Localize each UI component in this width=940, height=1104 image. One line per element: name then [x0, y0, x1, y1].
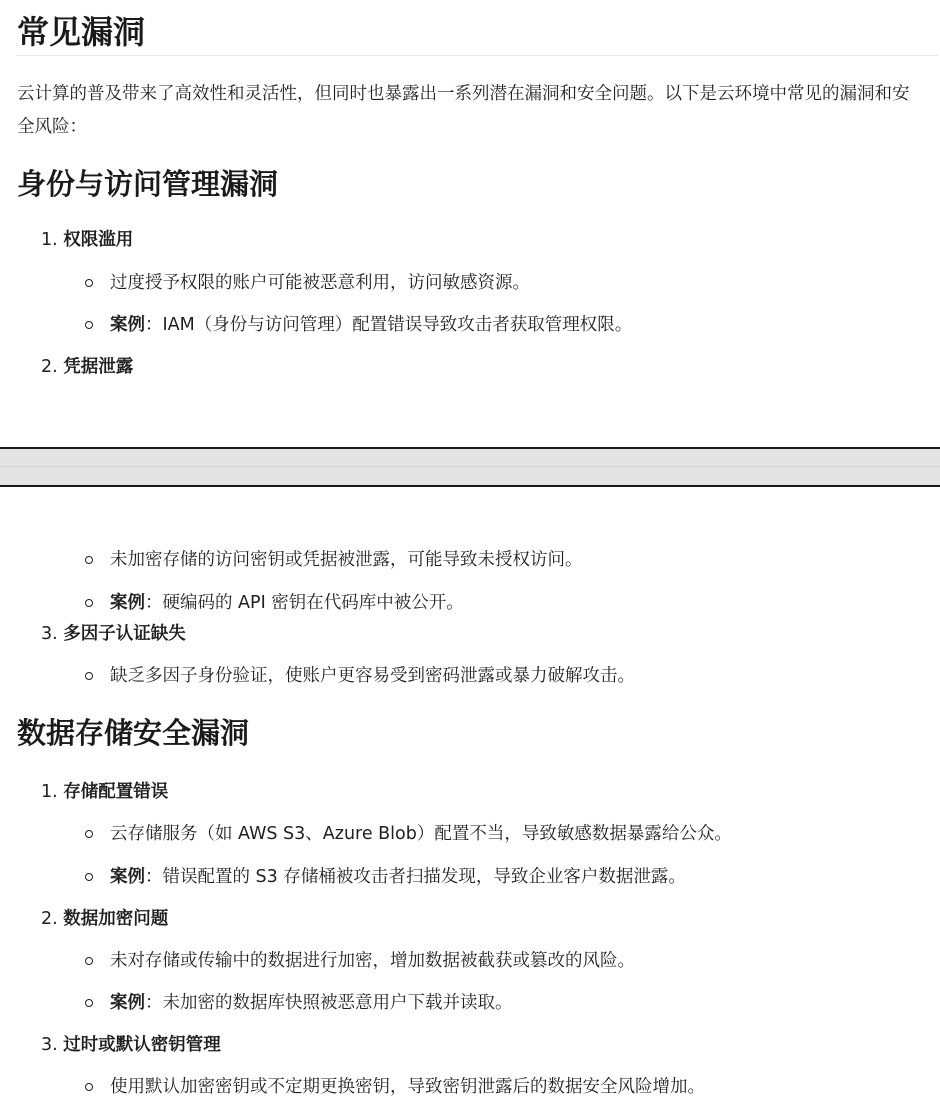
bullet-circle-icon	[85, 672, 93, 680]
list-number: 1.	[41, 782, 64, 802]
list-item-title: 权限滥用	[63, 230, 134, 250]
intro-paragraph: 云计算的普及带来了高效性和灵活性，但同时也暴露出一系列潜在漏洞和安全问题。以下是云环境中常见的漏洞和安全风险：	[17, 84, 910, 137]
bullet-text: 过度授予权限的账户可能被恶意利用，访问敏感资源。	[110, 273, 530, 293]
case-label: 案例	[110, 993, 145, 1013]
bullet-circle-icon	[85, 873, 93, 881]
bullet-text: 云存储服务（如 AWS S3、Azure Blob）配置不当，导致敏感数据暴露给公众。	[110, 824, 732, 844]
list-number: 2.	[41, 357, 64, 377]
section-heading-data-storage: 数据存储安全漏洞	[17, 716, 250, 750]
bullet-circle-icon	[85, 830, 93, 838]
case-label: 案例	[110, 315, 145, 335]
bullet-text: 未加密存储的访问密钥或凭据被泄露，可能导致未授权访问。	[110, 550, 583, 570]
list-item-title: 数据加密问题	[63, 909, 169, 929]
list-number: 1.	[41, 230, 64, 250]
page-title: 常见漏洞	[17, 13, 146, 51]
title-divider	[17, 55, 938, 56]
list-item	[41, 1032, 221, 1058]
section-heading-iam: 身份与访问管理漏洞	[17, 167, 279, 201]
bullet-text: ：硬编码的 API 密钥在代码库中被公开。	[145, 593, 464, 613]
bullet-circle-icon	[85, 599, 93, 607]
bullet-circle-icon	[85, 999, 93, 1007]
list-number: 3.	[41, 624, 64, 644]
page-break-gap	[0, 449, 940, 485]
list-number: 2.	[41, 909, 64, 929]
list-item-title: 凭据泄露	[63, 357, 134, 377]
page-break-mid-line	[0, 466, 940, 467]
page-top	[0, 0, 940, 447]
list-item	[41, 906, 168, 932]
list-item	[41, 779, 168, 805]
bullet-text: 缺乏多因子身份验证，使账户更容易受到密码泄露或暴力破解攻击。	[110, 666, 635, 686]
bullet-circle-icon	[85, 279, 93, 287]
bullet-text: ：未加密的数据库快照被恶意用户下载并读取。	[145, 993, 513, 1013]
bullet-circle-icon	[85, 556, 93, 564]
case-label: 案例	[110, 867, 145, 887]
bullet-circle-icon	[85, 1083, 93, 1091]
page-bottom	[0, 487, 940, 1104]
bullet-circle-icon	[85, 321, 93, 329]
bullet-text: ：错误配置的 S3 存储桶被攻击者扫描发现，导致企业客户数据泄露。	[145, 867, 686, 887]
case-label: 案例	[110, 593, 145, 613]
list-item-title: 多因子认证缺失	[63, 624, 186, 644]
bullet-text: 未对存储或传输中的数据进行加密，增加数据被截获或篡改的风险。	[110, 951, 635, 971]
bullet-circle-icon	[85, 957, 93, 965]
bullet-text: 使用默认加密密钥或不定期更换密钥，导致密钥泄露后的数据安全风险增加。	[110, 1077, 705, 1097]
list-item-title: 存储配置错误	[63, 782, 169, 802]
list-item	[41, 621, 186, 647]
list-number: 3.	[41, 1035, 64, 1055]
list-item	[41, 354, 133, 380]
list-item	[41, 227, 133, 253]
list-item-title: 过时或默认密钥管理	[63, 1035, 221, 1055]
bullet-text: ：IAM（身份与访问管理）配置错误导致攻击者获取管理权限。	[145, 315, 633, 335]
